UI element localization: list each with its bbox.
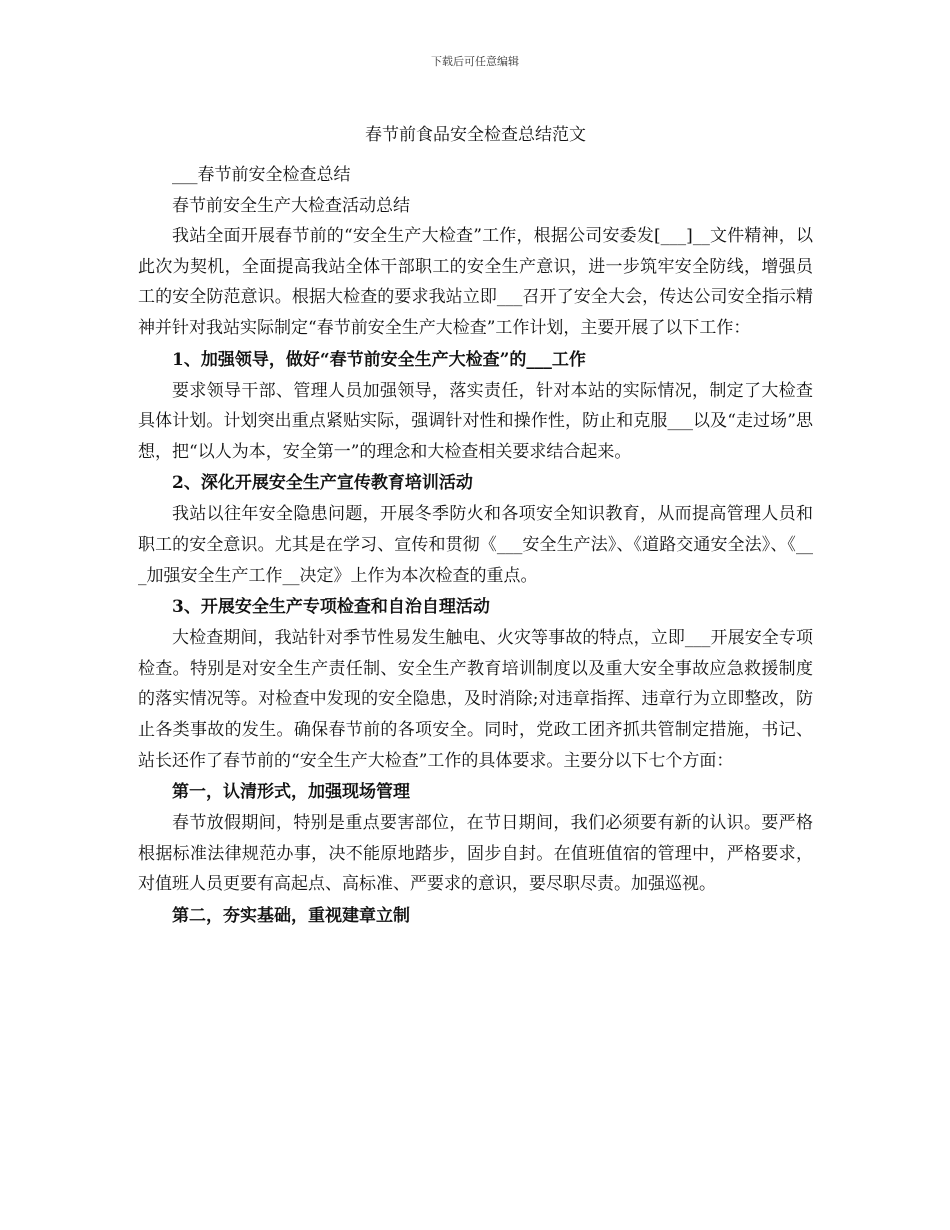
document-body [138, 118, 813, 932]
subtitle-line: 春节前安全生产大检查活动总结 [172, 195, 410, 216]
subtitle-line: ___春节前安全检查总结 [172, 165, 351, 185]
body-paragraph: 要求领导干部、管理人员加强领导，落实责任，针对本站的实际情况，制定了大检查具体计划。计划突出重点紧贴实际，强调针对性和操作性，防止和克服___以及“走过场”思想，把“以人为本，安全第一”的理念和大检查相关要求结合起来。 [138, 380, 813, 462]
section-heading: 第一，认清形式，加强现场管理 [172, 782, 410, 803]
section-heading: 2、深化开展安全生产宣传教育培训活动 [172, 473, 473, 494]
body-paragraph: 春节放假期间，特别是重点要害部位，在节日期间，我们必须要有新的认识。要严格根据标准法律规范办事，决不能原地踏步，固步自封。在值班值宿的管理中，严格要求，对值班人员更要有高起点、高标准、严要求的意识，要尽职尽责。加强巡视。 [138, 813, 813, 895]
section-heading: 第二，夯实基础，重视建章立制 [172, 905, 410, 926]
body-paragraph: 我站全面开展春节前的“安全生产大检查”工作，根据公司安委发[___]__文件精神，以此次为契机，全面提高我站全体干部职工的安全生产意识，进一步筑牢安全防线，增强员工的安全防范意识。根据大检查的要求我站立即___召开了安全大会，传达公司安全指示精神并针对我站实际制定“春节前安全生产大检查”工作计划，主要开展了以下工作： [138, 226, 813, 338]
section-heading: 1、加强领导，做好“春节前安全生产大检查”的___工作 [172, 349, 586, 370]
download-note: 下载后可任意编辑 [431, 55, 519, 68]
body-paragraph: 大检查期间，我站针对季节性易发生触电、火灾等事故的特点，立即___开展安全专项检查。特别是对安全生产责任制、安全生产教育培训制度以及重大安全事故应急救援制度的落实情况等。对检查中发现的安全隐患，及时消除;对违章指挥、违章行为立即整改，防止各类事故的发生。确保春节前的各项安全。同时，党政工团齐抓共管制定措施，书记、站长还作了春节前的“安全生产大检查”工作的具体要求。主要分以下七个方面： [138, 628, 813, 771]
section-heading: 3、开展安全生产专项检查和自治自理活动 [172, 597, 490, 618]
document-title: 春节前食品安全检查总结范文 [365, 125, 586, 145]
body-paragraph: 我站以往年安全隐患问题，开展冬季防火和各项安全知识教育，从而提高管理人员和职工的安全意识。尤其是在学习、宣传和贯彻《___安全生产法》、《道路交通安全法》、《___加强安全生产工作__决定》上作为本次检查的重点。 [138, 504, 813, 586]
